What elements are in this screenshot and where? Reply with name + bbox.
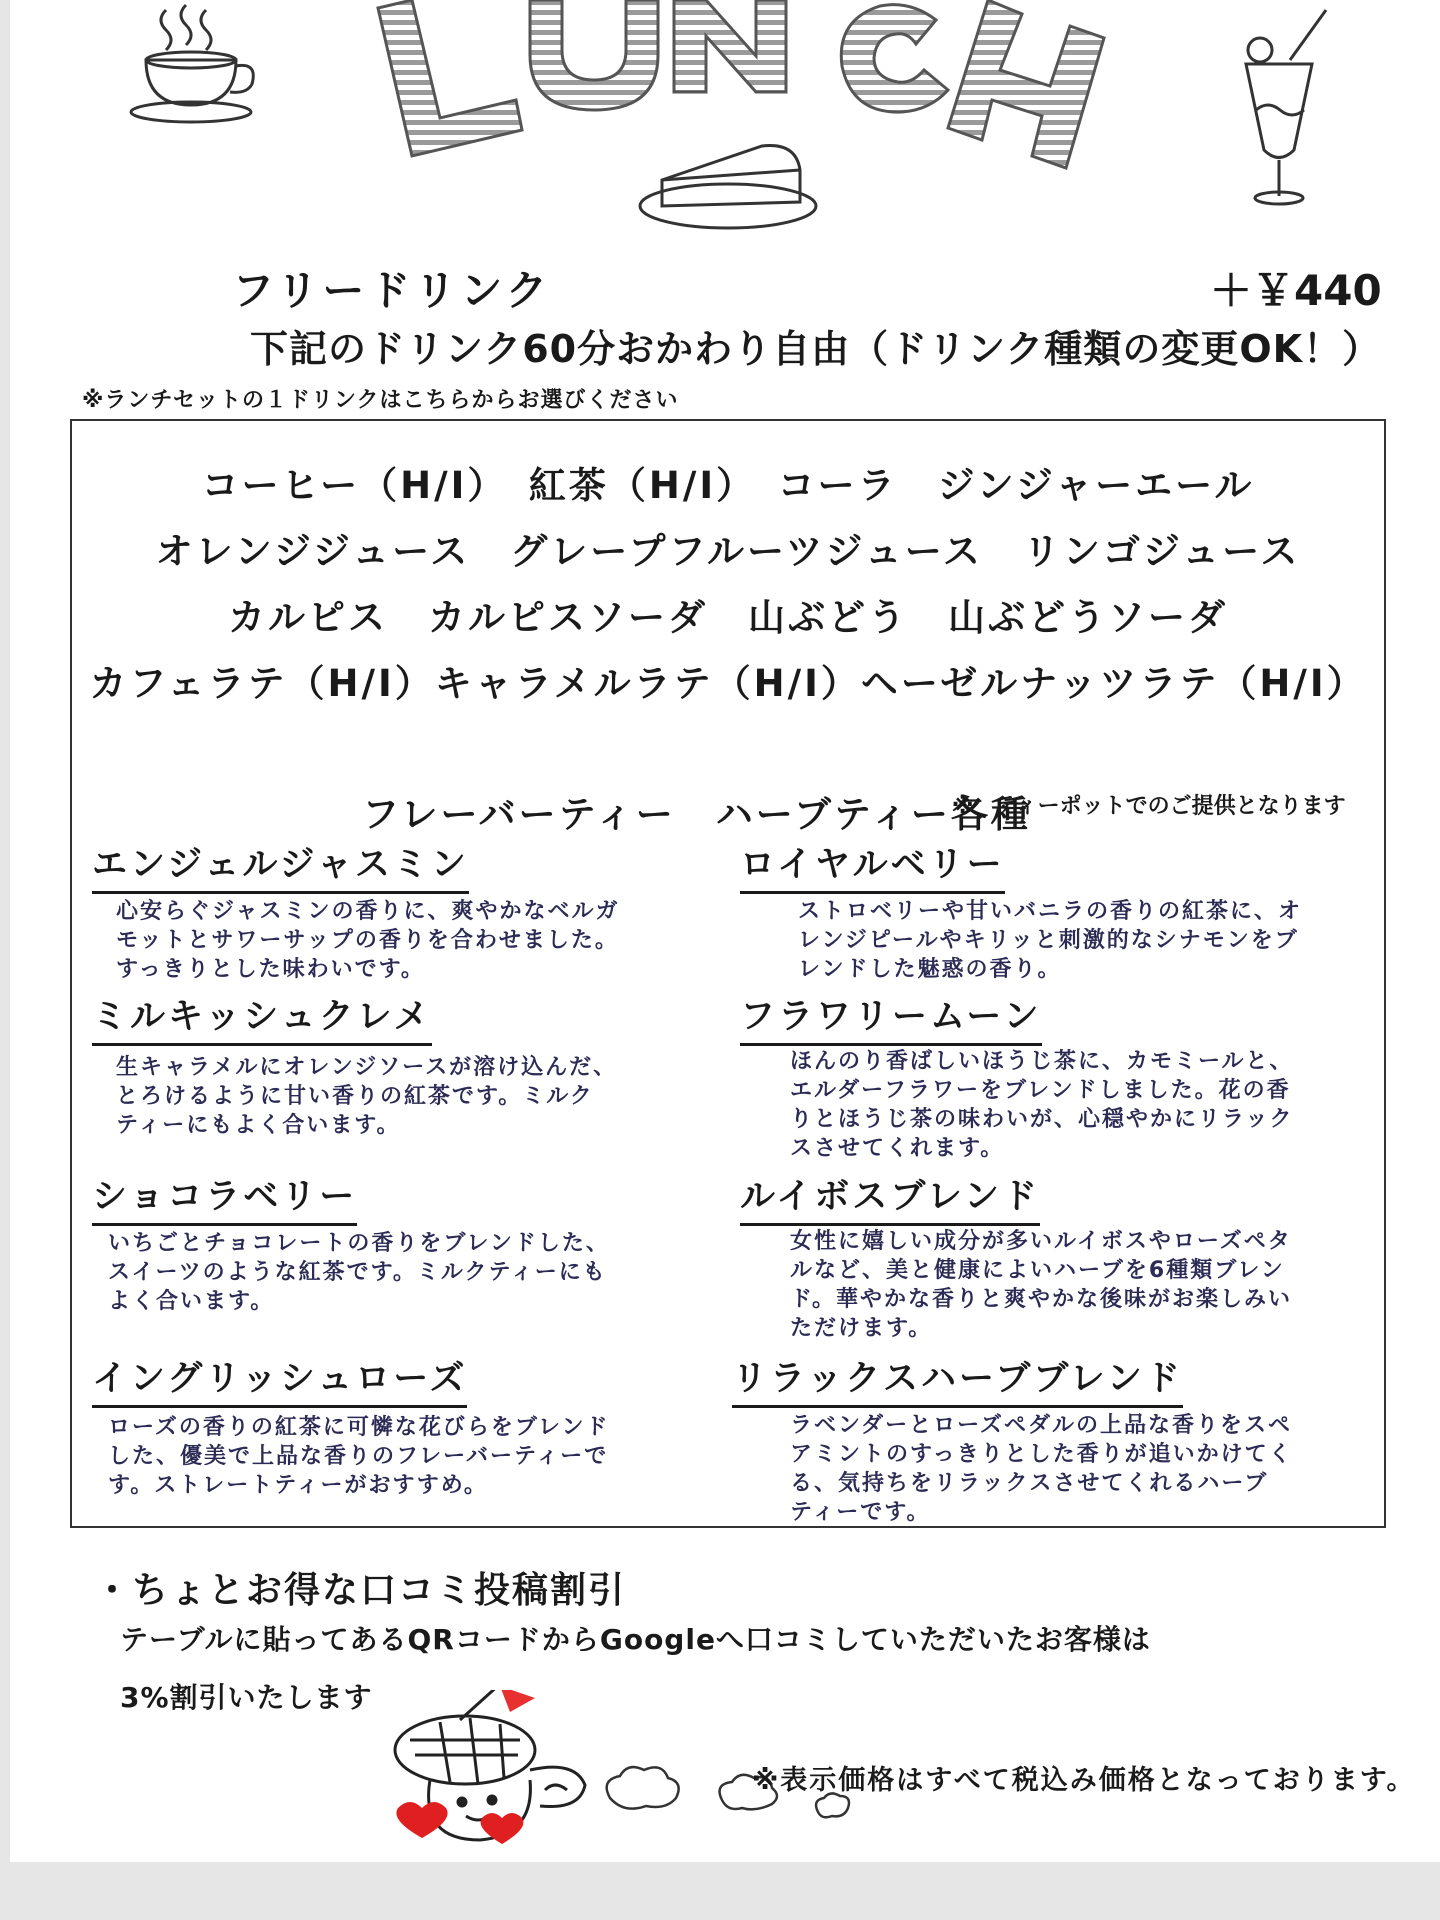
- tea-description: ローズの香りの紅茶に可憐な花びらをブレンド した、優美で上品な香りのフレーバーティーで す。ストレートティーがおすすめ。: [108, 1415, 610, 1498]
- parfait-glass-icon: [1246, 10, 1326, 204]
- heart-icon: [396, 1802, 447, 1838]
- review-discount-title: ・ちょとお得な口コミ投稿割引: [94, 1570, 627, 1611]
- tea-section-heading: フレーバーティー ハーブティー各種: [362, 793, 1031, 836]
- drink-list-row-4: カフェラテ（H/I）キャラメルラテ（H/I）ヘーゼルナッツラテ（H/I）: [89, 662, 1367, 705]
- tea-description: 心安らぐジャスミンの香りに、爽やかなベルガ モットとサワーサップの香りを合わせました。 すっきりとした味わいです。: [116, 899, 620, 982]
- free-drink-price: ＋￥440: [1210, 266, 1382, 315]
- tea-name: ロイヤルベリー: [740, 837, 1005, 894]
- tea-description: ほんのり香ばしいほうじ茶に、カモミールと、 エルダーフラワーをブレンドしました。花の香 りとほうじ茶の味わいが、心穏やかにリラック スさせてくれます。: [790, 1049, 1294, 1161]
- tea-name: リラックスハーブブレンド: [732, 1351, 1183, 1408]
- tea-description: ストロベリーや甘いバニラの香りの紅茶に、オ レンジピールやキリッと刺激的なシナモンをブ レンドした魅惑の香り。: [798, 899, 1303, 982]
- coffee-cup-icon: [131, 5, 253, 122]
- tea-name: イングリッシュローズ: [92, 1351, 467, 1408]
- drink-menu-box: [70, 419, 1386, 1528]
- free-drink-title: フリードリンク: [232, 266, 552, 315]
- lunch-banner-icon: [378, 0, 1104, 168]
- tea-name: エンジェルジャスミン: [92, 837, 469, 894]
- flag-icon: [500, 1690, 535, 1712]
- review-discount-text: テーブルに貼ってあるQRコードからGoogleへ口コミしていただいたお客様は: [120, 1623, 1151, 1656]
- tea-name: ミルキッシュクレメ: [92, 989, 432, 1046]
- tea-description: 生キャラメルにオレンジソースが溶け込んだ、 とろけるように甘い香りの紅茶です。ミルク ティーにもよく合います。: [116, 1055, 618, 1138]
- tea-name: ルイボスブレンド: [740, 1169, 1040, 1226]
- review-discount-rate: 3%割引いたします: [120, 1681, 373, 1714]
- drink-list-row-2: オレンジジュース グレープフルーツジュース リンゴジュース: [155, 530, 1301, 573]
- free-drink-subtitle: 下記のドリンク60分おかわり自由（ドリンク種類の変更OK！）: [250, 327, 1382, 371]
- tea-name: フラワリームーン: [740, 989, 1042, 1046]
- tea-description: ラベンダーとローズペダルの上品な香りをスペ アミントのすっきりとした香りが追いかけてく る、気持ちをリラックスさせてくれるハーブ ティーです。: [790, 1413, 1293, 1525]
- menu-page: [10, 0, 1440, 1862]
- tea-description: 女性に嬉しい成分が多いルイボスやローズペタ ルなど、美と健康によいハーブを6種類ブレン ド。華やかな香りと爽やかな後味がお楽しみい ただけます。: [790, 1229, 1293, 1341]
- tea-description: いちごとチョコレートの香りをブレンドした、 スイーツのような紅茶です。ミルクティーにも よく合います。: [108, 1231, 610, 1314]
- tea-name: ショコラベリー: [92, 1169, 357, 1226]
- teapot-note: ※ ティーポットでのご提供となります: [952, 794, 1346, 819]
- drink-list-row-1: コーヒー（H/I） 紅茶（H/I） コーラ ジンジャーエール: [201, 464, 1255, 507]
- lunch-set-note: ※ランチセットの１ドリンクはこちらからお選びください: [82, 388, 679, 413]
- drink-list-row-3: カルピス カルピスソーダ 山ぶどう 山ぶどうソーダ: [228, 596, 1228, 639]
- header-illustration: [10, 0, 1440, 240]
- cake-icon: [640, 146, 816, 229]
- tax-included-note: ※表示価格はすべて税込み価格となっております。: [752, 1765, 1416, 1796]
